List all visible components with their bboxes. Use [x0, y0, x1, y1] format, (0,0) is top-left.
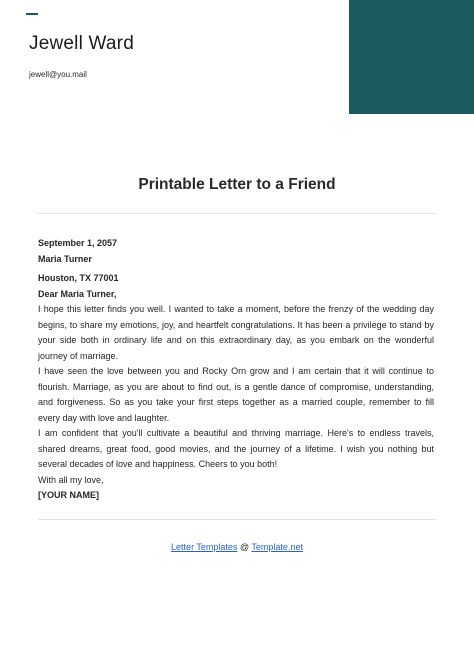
sender-email: jewell@you.mail: [29, 70, 87, 79]
paragraph-2: I have seen the love between you and Rocky Orn grow and I am certain that it will continue to flourish. Marriage, as you are about to find out, is a gentle dance of compromise, understanding, and forgiveness. So as you take your first steps together as a married couple, remember to fill every day with love and laughter.: [38, 366, 434, 423]
footer-separator: @: [239, 542, 250, 552]
letter-date: September 1, 2057: [38, 238, 118, 248]
paragraph-1: I hope this letter finds you well. I wanted to take a moment, before the frenzy of the wedding day begins, to share my emotions, joy, and heartfelt congratulations. It has been a privilege to stand by your side both in ordinary life and on this extraordinary day, as you embark on the wonderful journey of marriage.: [38, 304, 434, 361]
letter-body: [38, 236, 434, 504]
recipient-name: Maria Turner: [38, 253, 92, 264]
signature: [YOUR NAME]: [38, 490, 99, 500]
header-color-block: [349, 0, 474, 114]
footer: [0, 542, 474, 552]
closing: With all my love,: [38, 474, 104, 485]
template-net-link[interactable]: Template.net: [251, 542, 303, 552]
document-title: Printable Letter to a Friend: [138, 176, 336, 193]
salutation: Dear Maria Turner,: [38, 288, 117, 299]
divider-bottom: [38, 519, 436, 520]
sender-name: Jewell Ward: [29, 33, 134, 54]
recipient-address: Houston, TX 77001: [38, 273, 119, 283]
divider-top: [38, 213, 436, 214]
letter-templates-link[interactable]: Letter Templates: [171, 542, 238, 552]
paragraph-3: I am confident that you'll cultivate a beautiful and thriving marriage. Here's to endless travels, shared dreams, great food, good movies, and the journey of a lifetime. I wish you nothing but several decades of love and happiness. Cheers to you both!: [38, 428, 434, 469]
header-accent-line: [26, 13, 38, 15]
